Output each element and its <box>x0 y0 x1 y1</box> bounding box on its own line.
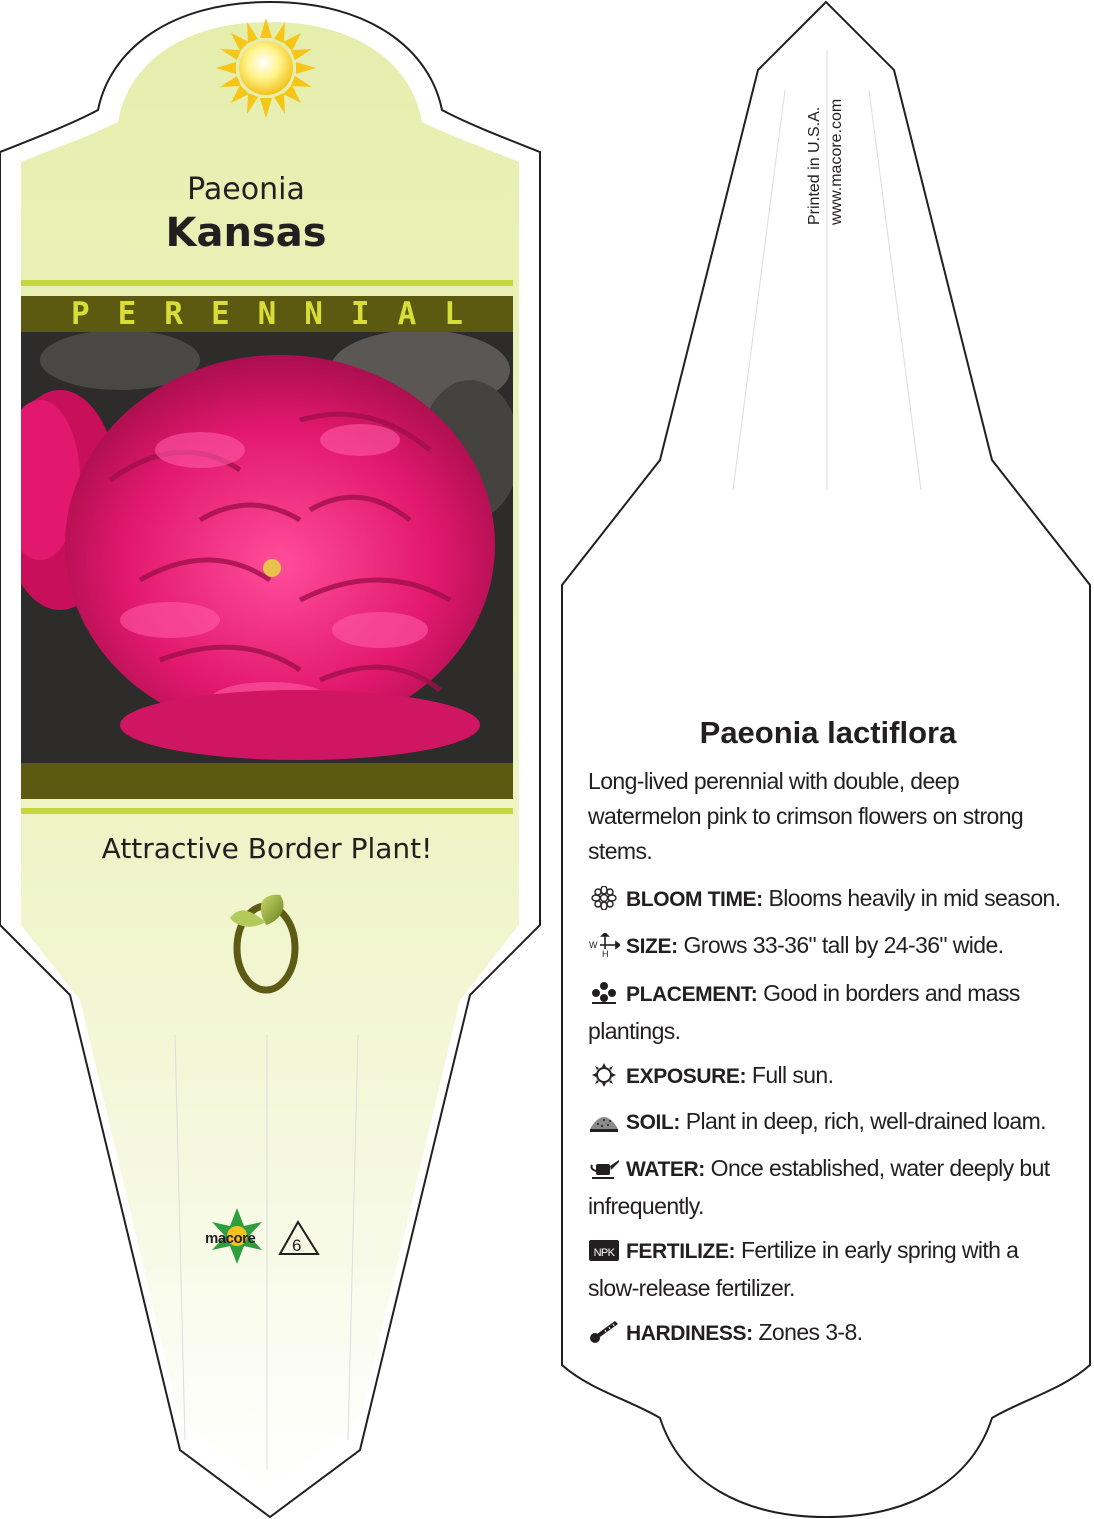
printed-in-block <box>805 40 845 240</box>
attr-label: EXPOSURE: <box>626 1065 747 1088</box>
flower-photo <box>0 330 520 763</box>
category-letter: I <box>350 296 370 332</box>
attr-bloom-time <box>588 880 1068 918</box>
attr-value: Plant in deep, rich, well-drained loam. <box>685 1108 1046 1134</box>
macore-brand-text: macore <box>205 1230 256 1247</box>
attr-label: HARDINESS: <box>626 1322 753 1345</box>
flower-icon <box>588 886 620 910</box>
attr-value: Zones 3-8. <box>758 1319 863 1345</box>
attr-fertilize <box>588 1232 1068 1306</box>
plant-description: Long-lived perennial with double, deep watermelon pink to crimson flowers on strong stems. <box>588 768 1024 864</box>
attr-label: WATER: <box>626 1158 705 1181</box>
category-letter: N <box>304 296 323 332</box>
attr-value: Blooms heavily in mid season. <box>768 885 1061 911</box>
full-sun-icon <box>216 18 316 118</box>
category-banner <box>21 296 513 332</box>
npk-icon <box>588 1238 620 1262</box>
attr-value: Good in borders and mass plantings. <box>588 980 1020 1044</box>
genus-label: Paeonia <box>187 172 305 207</box>
attr-hardiness <box>588 1314 1068 1352</box>
attr-placement <box>588 975 1068 1049</box>
category-letter: A <box>397 296 417 332</box>
npk-text: NPK <box>593 1247 615 1259</box>
attr-label: BLOOM TIME: <box>626 888 763 911</box>
cultivar-label: Kansas <box>165 210 327 256</box>
attr-soil <box>588 1103 1068 1141</box>
lime-line-bottom <box>21 808 513 814</box>
soil-icon <box>588 1109 620 1133</box>
botanical-name: Paeonia lactiflora <box>699 715 957 750</box>
category-letter: R <box>164 296 183 332</box>
size-arrows-icon <box>588 933 620 957</box>
attr-size <box>588 927 1068 965</box>
category-letter: E <box>210 296 230 332</box>
attr-label: SOIL: <box>626 1111 680 1134</box>
attr-water <box>588 1150 1068 1224</box>
thermometer-icon <box>588 1320 620 1344</box>
category-letter: N <box>257 296 277 332</box>
size-h-letter: H <box>602 949 608 957</box>
attr-exposure <box>588 1057 1068 1095</box>
website-label: www.macore.com <box>828 98 845 225</box>
category-letter: P <box>70 296 90 332</box>
watering-can-icon <box>588 1156 620 1180</box>
attr-value: Full sun. <box>751 1062 834 1088</box>
category-letter: E <box>117 296 137 332</box>
attr-label: FERTILIZE: <box>626 1240 736 1263</box>
attr-value: Fertilize in early spring with a slow-release fertilizer. <box>588 1237 1019 1301</box>
placement-icon <box>588 981 620 1005</box>
attr-label: PLACEMENT: <box>626 983 758 1006</box>
sun-icon <box>588 1063 620 1087</box>
category-letter: L <box>444 296 463 332</box>
tagline: Attractive Border Plant! <box>101 832 433 865</box>
lime-line-top <box>21 280 513 286</box>
printed-in-label: Printed in U.S.A. <box>806 106 823 225</box>
olive-band-bottom <box>21 763 513 799</box>
attr-value: Grows 33-36" tall by 24-36" wide. <box>683 932 1004 958</box>
size-w-letter: W <box>589 940 597 950</box>
attr-value: Once established, water deeply but infrequently. <box>588 1155 1050 1219</box>
recycle-number: 6 <box>292 1236 302 1255</box>
attr-label: SIZE: <box>626 935 678 958</box>
